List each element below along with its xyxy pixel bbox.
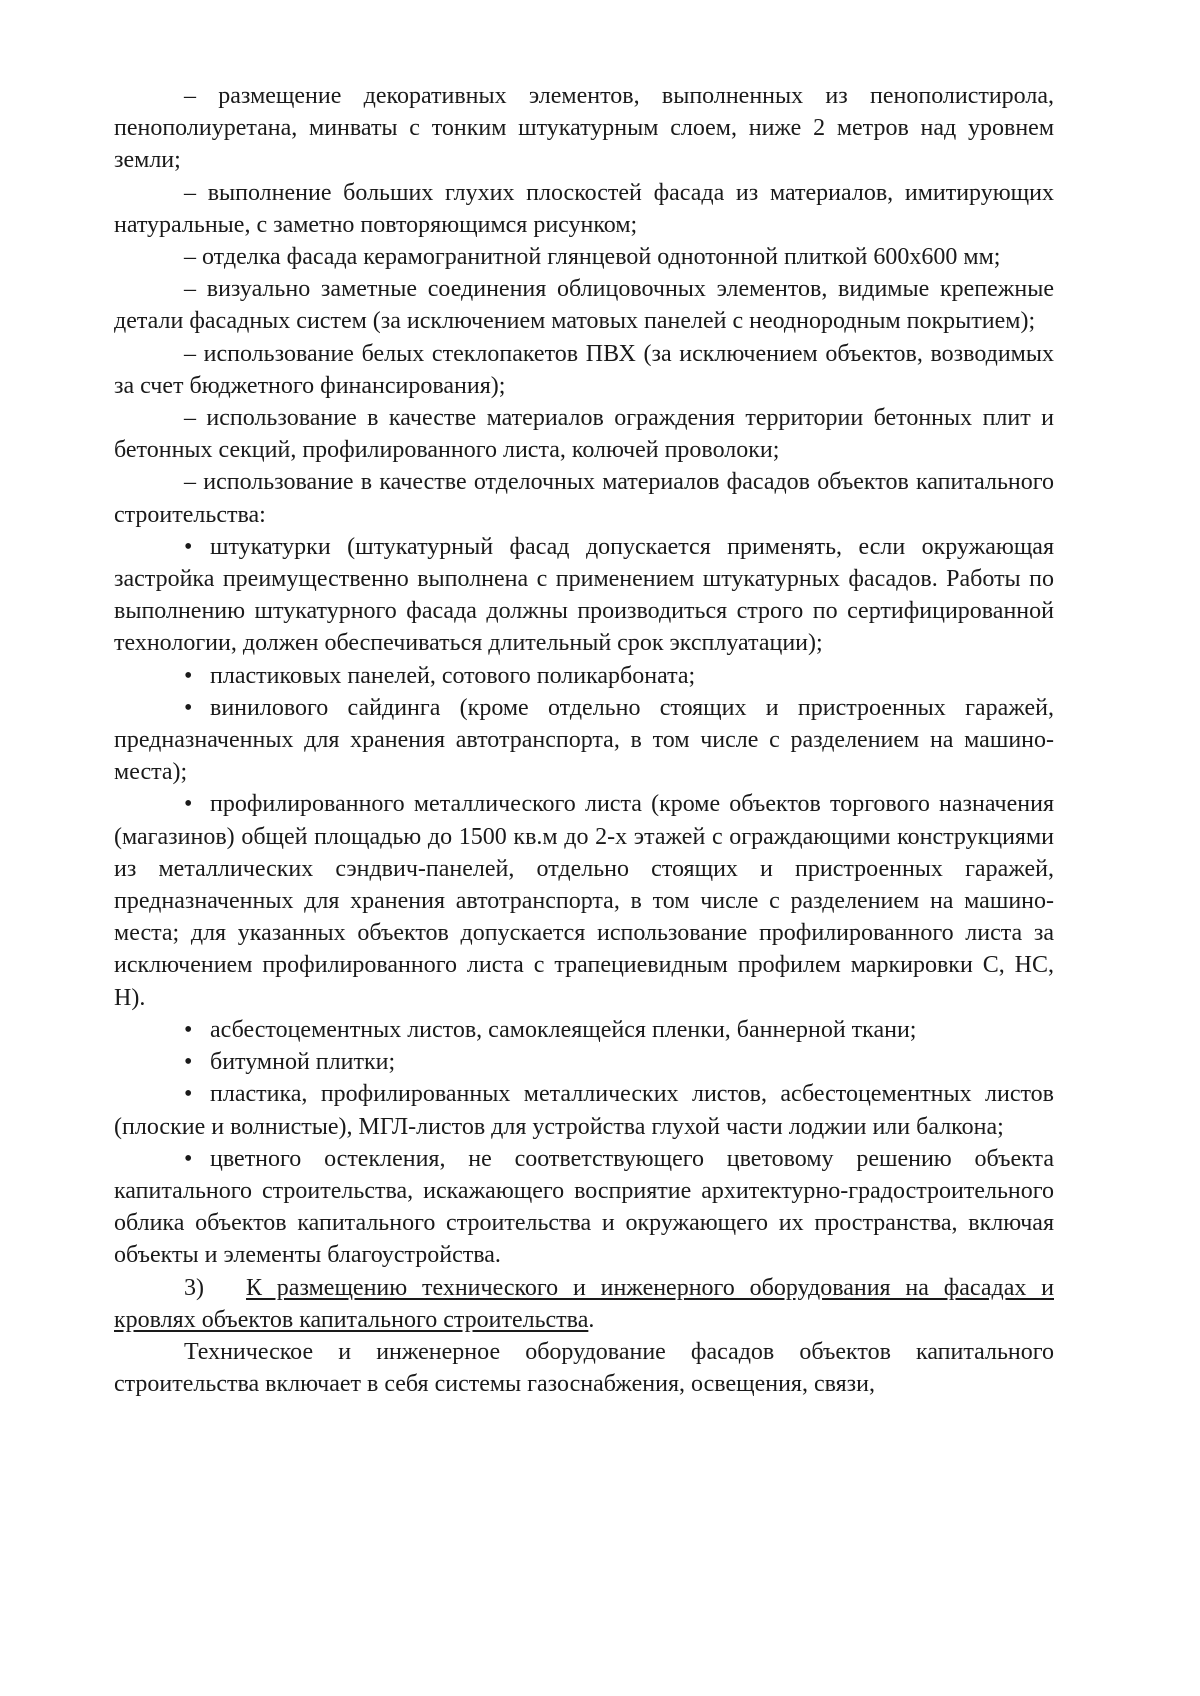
bullet-icon: • — [184, 533, 193, 560]
bullet-icon: • — [184, 694, 193, 721]
list-item-dash: – визуально заметные соединения облицовочных элементов, видимые крепежные детали фасадных систем (за исключением матовых панелей с неоднородным покрытием); — [114, 276, 1054, 335]
bullet-text: профилированного металлического листа (кроме объектов торгового назначения (магазинов) общей площадью до 1500 кв.м до 2-х этажей с ограждающими конструкциями из металлических сэндвич-панелей, отдельно стоящих и пристроенных гаражей, предназначенных для хранения автотранспорта, в том числе с разделением на машино-места; для указанных объектов допускается использование профилированного листа за исключением профилированного листа с трапециевидным профилем маркировки С, НС, Н). — [114, 791, 1054, 1011]
bullet-text: асбестоцементных листов, самоклеящейся пленки, баннерной ткани; — [210, 1016, 917, 1043]
list-item-bullet — [114, 1078, 1054, 1142]
list-item-bullet — [114, 692, 1054, 789]
bullet-icon: • — [184, 1081, 193, 1108]
list-item-dash: – использование белых стеклопакетов ПВХ (за исключением объектов, возводимых за счет бюджетного финансирования); — [114, 340, 1054, 399]
bullet-icon: • — [184, 1016, 193, 1043]
bullet-text: битумной плитки; — [210, 1049, 396, 1076]
section-number: 3) — [184, 1274, 204, 1301]
list-item-bullet — [114, 531, 1054, 660]
bullet-text: штукатурки (штукатурный фасад допускается применять, если окружающая застройка преимущественно выполнена с применением штукатурных фасадов. Работы по выполнению штукатурного фасада должны производиться строго по сертифицированной технологии, должен обеспечиваться длительный срок эксплуатации); — [114, 533, 1054, 657]
list-item-bullet — [114, 1046, 1054, 1078]
list-item-bullet — [114, 660, 1054, 692]
bullet-icon: • — [184, 791, 193, 818]
list-item-dash: – использование в качестве отделочных материалов фасадов объектов капитального строительства: — [114, 469, 1054, 528]
bullet-text: пластика, профилированных металлических листов, асбестоцементных листов (плоские и волнистые), МГЛ-листов для устройства глухой части лоджии или балкона; — [114, 1081, 1054, 1140]
document-page — [114, 80, 1054, 1400]
bullet-icon: • — [184, 662, 193, 689]
bullet-icon: • — [184, 1049, 193, 1076]
list-item-dash: – размещение декоративных элементов, выполненных из пенополистирола, пенополиуретана, минваты с тонким штукатурным слоем, ниже 2 метров над уровнем земли; — [114, 83, 1054, 174]
list-item-bullet — [114, 1143, 1054, 1272]
bullet-icon: • — [184, 1145, 193, 1172]
section-title: К размещению технического и инженерного оборудования на фасадах и кровлях объектов капитального строительства — [114, 1274, 1054, 1333]
bullet-text: цветного остекления, не соответствующего цветовому решению объекта капитального строительства, искажающего восприятие архитектурно-градостроительного облика объектов капитального строительства и окружающего их пространства, включая объекты и элементы благоустройства. — [114, 1145, 1054, 1269]
list-item-dash: – выполнение больших глухих плоскостей фасада из материалов, имитирующих натуральные, с заметно повторяющимся рисунком; — [114, 179, 1054, 238]
bullet-text: пластиковых панелей, сотового поликарбоната; — [210, 662, 696, 689]
list-item-dash: – использование в качестве материалов ограждения территории бетонных плит и бетонных секций, профилированного листа, колючей проволоки; — [114, 405, 1054, 464]
bullet-text: винилового сайдинга (кроме отдельно стоящих и пристроенных гаражей, предназначенных для хранения автотранспорта, в том числе с разделением на машино-места); — [114, 694, 1054, 786]
section-heading — [114, 1272, 1054, 1336]
list-item-bullet — [114, 788, 1054, 1013]
closing-paragraph: Техническое и инженерное оборудование фасадов объектов капитального строительства включает в себя системы газоснабжения, освещения, связи, — [114, 1338, 1054, 1398]
list-item-dash: – отделка фасада керамогранитной глянцевой однотонной плиткой 600х600 мм; — [184, 244, 1001, 271]
section-title-period: . — [588, 1306, 595, 1333]
list-item-bullet — [114, 1014, 1054, 1046]
